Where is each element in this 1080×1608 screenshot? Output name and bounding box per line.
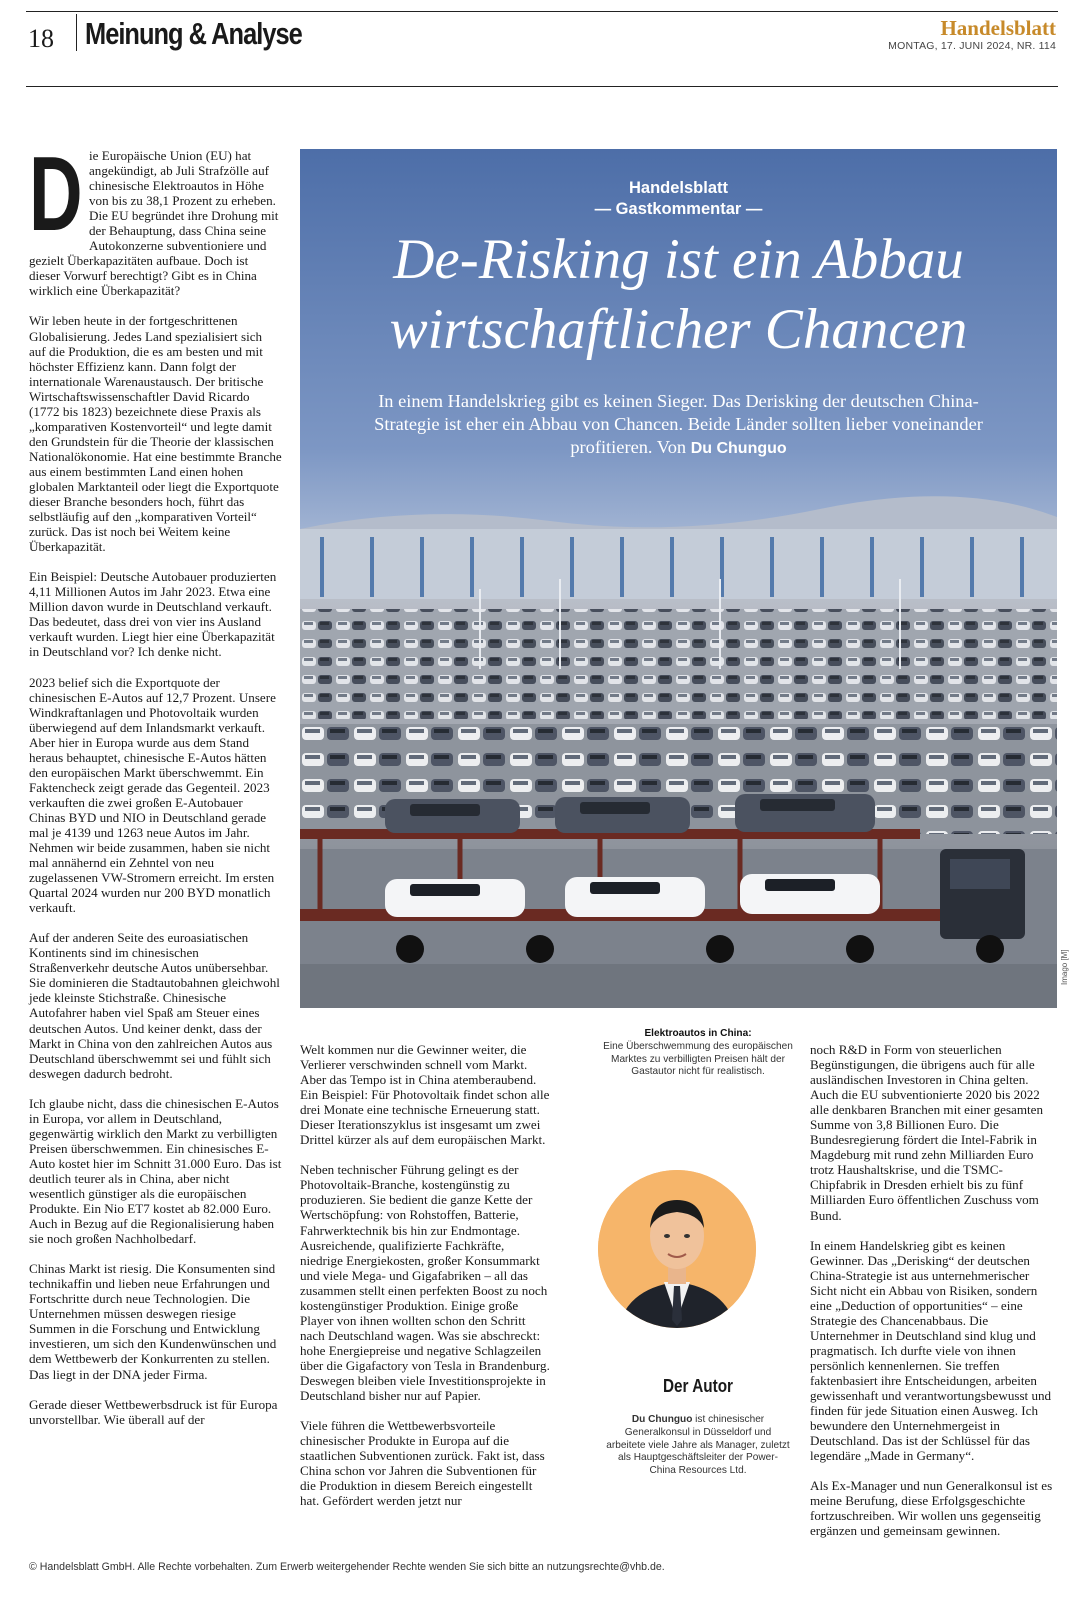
article-column-2 <box>300 1042 550 1523</box>
photo-caption <box>600 1028 796 1079</box>
headline-line-2: wirtschaftlicher Chancen <box>389 298 968 361</box>
hero-image <box>300 149 1057 1008</box>
paragraph: Viele führen die Wettbewerbsvorteile chinesischer Produkte in Europa auf die staatlichen Subventionen zurück. Fakt ist, dass China schon vor Jahren die Subventionen für die Produktion in diesem Bereich eingestellt hat. Gefördert werden jetzt nur <box>300 1418 545 1509</box>
paragraph: Gerade dieser Wettbewerbsdruck ist für Europa unvorstellbar. Wie überall auf der <box>29 1396 278 1427</box>
kicker-label: — Gastkommentar — <box>594 200 763 218</box>
headline-line-1: De-Risking ist ein Abbau <box>393 228 964 291</box>
article-column-3 <box>810 1042 1056 1553</box>
author-photo <box>598 1170 756 1328</box>
paragraph: 2023 belief sich die Exportquote der chinesischen E-Autos auf 12,7 Prozent. Unsere Windkraftanlagen und Photovoltaik wurden überwiegend auf dem Inlandsmarkt verkauft. Aber hier in Europa wurde aus dem Stand heraus behauptet, chinesische E-Autos hätten den europäischen Markt überschwemmt. Ein Faktencheck zeigt gerade das Gegenteil. 2023 verkauften die zwei großen E-Autobauer Chinas BYD und NIO in Deutschland gerade mal je 4139 und 1263 neue Autos im Jahr. Nehmen wir beide zusammen, haben sie nicht mal annähernd ein Zehntel von neu zugelassenen VW-Stromern erreicht. Im ersten Quartal 2024 wurden nur 200 BYD monatlich verkauft. <box>29 674 276 916</box>
paragraph: Auf der anderen Seite des euroasiatischen Kontinents sind im chinesischen Straßenverkehr deutsche Autos unübersehbar. Sie dominieren die Stadtautobahnen gleichwohl jede kleinste Stichstraße. Chinesische Autofahrer haben viel Spaß am Steuer eines deutschen Autos. Und keiner denkt, dass der Markt in China von den zahlreichen Autos aus Deutschland überschwemmt sei und fühlt sich deswegen dadurch bedroht. <box>29 930 280 1081</box>
author-bio <box>605 1414 791 1478</box>
paragraph: noch R&D in Form von steuerlichen Begünstigungen, die übrigens auch für alle ausländischen Investoren in China gelten. Auch die EU subventionierte 2020 bis 2022 alle denkbaren Branchen mit einer gesamten Summe von 3,8 Billionen Euro. Die Bundesregierung fördert die Intel-Fabrik in Magdeburg mit rund zehn Milliarden Euro trotz Haushaltskrise, und die TSMC-Chipfabrik in Dresden erhielt bis zu fünf Milliarden Euro öffentlichen Zuschuss vom Bund. <box>810 1042 1044 1223</box>
header-top-rule <box>26 11 1058 12</box>
page-number: 18 <box>28 24 54 53</box>
header-bottom-rule <box>26 86 1058 87</box>
paragraph: Ein Beispiel: Deutsche Autobauer produzierten 4,11 Millionen Autos im Jahr 2023. Etwa eine Million davon wurde in Deutschland verkauft. Das bedeutet, dass drei von vier ins Ausland verkauft wurden. Liegt hier eine Überkapazität in Deutschland vor? Ich denke nicht. <box>29 569 277 660</box>
kicker-brand: Handelsblatt <box>628 179 729 197</box>
header-separator <box>76 14 77 51</box>
drop-cap: D <box>29 135 83 253</box>
paragraph: ie Europäische Union (EU) hat angekündigt, ab Juli Strafzölle auf chinesische Elektroautos in Höhe von bis zu 38,1 Prozent zu erheben. Die EU begründet ihre Drohung mit der Behauptung, dass China seine Autokonzerne subventioniere und gezielt Überkapazitäten aufbaue. Doch ist dieser Vorwurf berechtigt? Gibt es in China wirklich eine Überkapazität? <box>29 148 279 299</box>
photo-credit: Imago [M] <box>1060 949 1069 985</box>
brand-logo: Handelsblatt <box>940 16 1056 40</box>
section-title: Meinung & Analyse <box>85 16 302 51</box>
deck <box>350 390 1007 460</box>
deck-text: In einem Handelskrieg gibt es keinen Sieger. Das Derisking der deutschen China-Strategie ist eher ein Abbau von Chancen. Beide Länder sollten lieber voneinander profitieren. Von <box>374 391 983 457</box>
caption-title: Elektroautos in China: <box>644 1028 752 1039</box>
dateline: MONTAG, 17. JUNI 2024, NR. 114 <box>888 40 1056 52</box>
paragraph: Chinas Markt ist riesig. Die Konsumenten sind technikaffin und lieben neue Erfahrungen und Fortschritte durch neue Technologien. Die Unternehmen müssen deswegen riesige Summen in die Forschung und Entwicklung investieren, um sich den Kundenwünschen und dem Wettbewerb der Konkurrenten zu stellen. Das liegt in der DNA jeder Firma. <box>29 1261 277 1382</box>
paragraph: Welt kommen nur die Gewinner weiter, die Verlierer verschwinden schnell vom Markt. Aber das Tempo ist in China atemberaubend. Ein Beispiel: Für Photovoltaik findet schon alle drei Monate eine technische Erneuerung statt. Dieser Iterationszyklus ist insgesamt um zwei Drittel kürzer als auf dem europäischen Markt. <box>300 1042 550 1148</box>
copyright-footer: © Handelsblatt GmbH. Alle Rechte vorbehalten. Zum Erwerb weitergehender Rechte wenden Sie sich bitte an nutzungsrechte@vhb.de. <box>29 1561 665 1573</box>
article-column-1 <box>29 135 282 1442</box>
headline <box>300 225 1057 365</box>
paragraph: Wir leben heute in der fortgeschrittenen Globalisierung. Jedes Land spezialisiert sich auf die Produktion, die es am besten und mit höchster Effizienz kann. Dann folgt der internationale Warenaustausch. Der britische Wirtschaftswissenschaftler David Ricardo (1772 bis 1823) bezeichnete diese Praxis als „komparativen Kostenvorteil“ und legte damit den Grundstein für die Theorie der klassischen Nationalökonomie. Hat eine bestimmte Branche aus einem bestimmten Land einen hohen globalen Marktanteil oder liegt die Exportquote dieser Branche besonders hoch, führt das selbstläufig auf den „komparativen Vorteil“ zurück. Das ist noch bei Weitem keine Überkapazität. <box>29 313 282 555</box>
paragraph: Als Ex-Manager und nun Generalkonsul ist es meine Berufung, diese Erfolgsgeschichte fortzuschreiben. Wir wollen uns gegenseitig ergänzen und gemeinsam gewinnen. <box>810 1478 1053 1539</box>
paragraph: In einem Handelskrieg gibt es keinen Gewinner. Das „Derisking“ der deutschen China-Strategie ist aus unternehmerischer Sicht nicht ein Abbau von Risiken, sondern eine „Deduction of opportunities“ – eine Strategie des Chancenabbaus. Die Unternehmer in Deutschland sind klug und pragmatisch. Ich durfte viele von ihnen persönlich kennenlernen. Sie treffen faktenbasiert ihre Entscheidungen, arbeiten gewissenhaft und verantwortungsbewusst und finden für jede Situation einen Ausweg. Ich bewundere den Unternehmergeist in Deutschland. Das ist der Schlüssel für das legendäre „Made in Germany“. <box>810 1237 1052 1464</box>
paragraph: Ich glaube nicht, dass die chinesischen E-Autos in Europa, vor allem in Deutschland, gegenwärtig wirklich den Markt zu verbilligten Preisen überschwemmen. Ein chinesisches E-Auto kostet hier im Schnitt 31.000 Euro. Das ist deutlich teurer als in China, aber nicht wesentlich günstiger als die europäischen Produkte. Ein Nio ET7 kostet ab 82.000 Euro. Auch in Bezug auf die Regionalisierung haben sie noch großen Nachholbedarf. <box>29 1095 282 1247</box>
caption-text: Eine Überschwemmung des europäischen Marktes zu verbilligten Preisen hält der Gastautor nicht für realistisch. <box>603 1040 793 1078</box>
paragraph: Neben technischer Führung gelingt es der Photovoltaik-Branche, kostengünstig zu produzieren. Sie bedient die ganze Kette der Wertschöpfung: von Rohstoffen, Batterie, Fahrwerktechnik bis hin zur Endmontage. Ausreichende, qualifizierte Fachkräfte, niedrige Energiekosten, großer Konsummarkt und viele Mega- und Gigafabriken – all das zusammen stellt einen perfekten Boost zu noch kostengünstiger Produktion. Einige große Player von ihnen wollten schon den Schritt nach Deutschland wagen. Was sie abschreckt: hohe Energiepreise und negative Schlagzeilen über die Gigafactory von Tesla in Brandenburg. Deswegen bleiben viele Investitionsprojekte in Deutschland bisher nur auf Papier. <box>300 1162 550 1404</box>
deck-author: Du Chunguo <box>690 440 787 457</box>
author-box-title: Der Autor <box>663 1376 733 1396</box>
author-bio-text: ist chinesischer Generalkonsul in Düsseldorf und arbeitete viele Jahre als Manager, zuletzt als Hauptgeschäftsleiter der Power-China Resources Ltd. <box>606 1414 790 1477</box>
author-name: Du Chunguo <box>631 1414 693 1425</box>
author-portrait <box>598 1170 756 1328</box>
